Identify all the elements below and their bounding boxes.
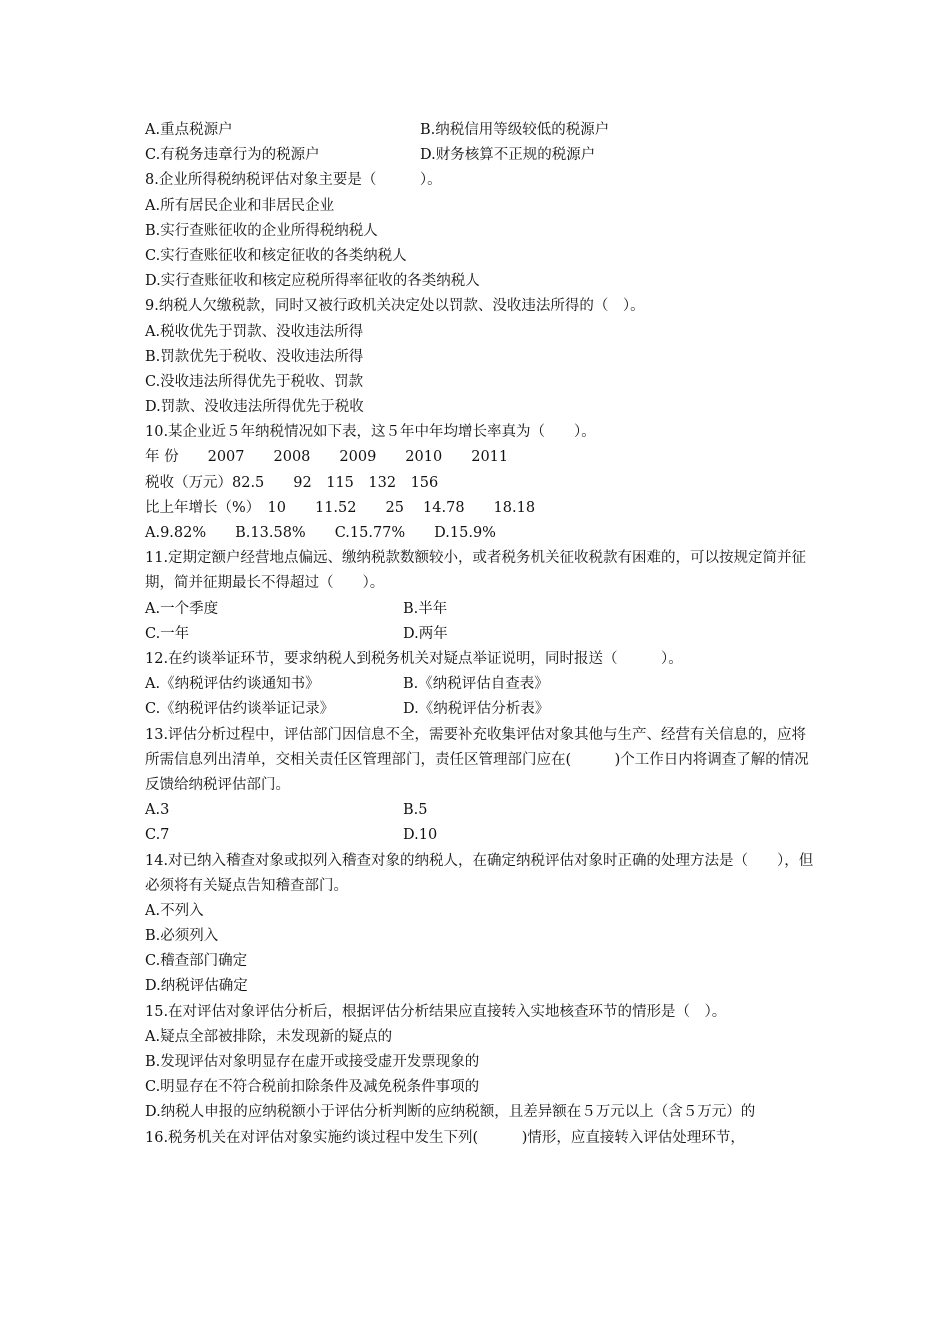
option-b: B.《纳税评估自查表》 xyxy=(403,676,549,693)
options-row xyxy=(145,672,815,697)
table-row-growth: 比上年增长（%） 10 11.52 25 14.78 18.18 xyxy=(145,499,536,516)
question-9: 9.纳税人欠缴税款，同时又被行政机关决定处以罚款、没收违法所得的（ ）。 xyxy=(145,298,645,315)
options-row xyxy=(145,597,815,622)
question-8: 8.企业所得税纳税评估对象主要是（ ）。 xyxy=(145,172,442,189)
table-row-years: 年 份 2007 2008 2009 2010 2011 xyxy=(145,449,509,466)
option-d: D.实行查账征收和核定应税所得率征收的各类纳税人 xyxy=(145,273,480,290)
option-a: A.《纳税评估约谈通知书》 xyxy=(145,676,320,693)
options-row xyxy=(145,118,815,143)
option-b: B.纳税信用等级较低的税源户 xyxy=(420,122,610,138)
question-11: 11.定期定额户经营地点偏远、缴纳税款数额较小，或者税务机关征收税款有困难的，可以按规定简并征期，简并征期最长不得超过（ ）。 xyxy=(145,550,807,592)
option-b: B.发现评估对象明显存在虚开或接受虚开发票现象的 xyxy=(145,1054,480,1071)
question-10: 10.某企业近５年纳税情况如下表，这５年中年均增长率真为（ ）。 xyxy=(145,424,596,441)
option-a: A.疑点全部被排除，未发现新的疑点的 xyxy=(145,1028,393,1045)
question-16: 16.税务机关在对评估对象实施约谈过程中发生下列( )情形，应直接转入评估处理环节， xyxy=(145,1129,745,1146)
option-c: C.7 xyxy=(145,827,170,844)
option-c: C.实行查账征收和核定征收的各类纳税人 xyxy=(145,247,407,264)
option-c: C.明显存在不符合税前扣除条件及减免税条件事项的 xyxy=(145,1079,480,1096)
option-c: C.稽查部门确定 xyxy=(145,953,248,970)
option-b: B.5 xyxy=(403,802,428,819)
option-b: B.必须列入 xyxy=(145,928,219,945)
document-page xyxy=(145,118,815,1151)
option-b: B.实行查账征收的企业所得税纳税人 xyxy=(145,222,378,239)
option-d: D.10 xyxy=(403,827,438,844)
option-d: D.《纳税评估分析表》 xyxy=(403,701,550,718)
option-b: B.半年 xyxy=(403,600,448,617)
options-row xyxy=(145,622,815,647)
options-row xyxy=(145,697,815,722)
options-inline: A.9.82% B.13.58% C.15.77% D.15.9% xyxy=(145,525,496,541)
option-a: A.重点税源户 xyxy=(145,122,233,138)
question-12: 12.在约谈举证环节，要求纳税人到税务机关对疑点举证说明，同时报送（ ）。 xyxy=(145,650,683,667)
option-a: A.不列入 xyxy=(145,902,204,919)
table-row-tax: 税收（万元）82.5 92 115 132 156 xyxy=(145,474,439,491)
option-d: D.纳税评估确定 xyxy=(145,978,248,995)
option-d: D.纳税人申报的应纳税额小于评估分析判断的应纳税额，且差异额在５万元以上（含５万元）的 xyxy=(145,1104,756,1121)
option-d: D.两年 xyxy=(403,625,448,642)
options-row xyxy=(145,823,815,848)
question-15: 15.在对评估对象评估分析后，根据评估分析结果应直接转入实地核查环节的情形是（ ）。 xyxy=(145,1003,727,1020)
option-c: C.有税务违章行为的税源户 xyxy=(145,147,320,164)
option-c: C.《纳税评估约谈举证记录》 xyxy=(145,701,335,718)
option-c: C.一年 xyxy=(145,625,190,642)
question-14: 14.对已纳入稽查对象或拟列入稽查对象的纳税人，在确定纳税评估对象时正确的处理方法是（ ），但必须将有关疑点告知稽查部门。 xyxy=(145,852,814,894)
option-d: D.财务核算不正规的税源户 xyxy=(420,147,596,164)
option-d: D.罚款、没收违法所得优先于税收 xyxy=(145,399,364,416)
option-a: A.税收优先于罚款、没收违法所得 xyxy=(145,323,364,340)
options-row xyxy=(145,143,815,168)
option-a: A.3 xyxy=(145,802,170,819)
option-c: C.没收违法所得优先于税收、罚款 xyxy=(145,373,364,390)
option-a: A.所有居民企业和非居民企业 xyxy=(145,197,335,214)
option-a: A.一个季度 xyxy=(145,600,219,617)
options-row xyxy=(145,798,815,823)
question-13: 13.评估分析过程中，评估部门因信息不全，需要补充收集评估对象其他与生产、经营有关信息的，应将所需信息列出清单，交相关责任区管理部门，责任区管理部门应在( )个工作日内将调查了解的情况反馈给纳税评估部门。 xyxy=(145,726,809,793)
option-b: B.罚款优先于税收、没收违法所得 xyxy=(145,348,364,365)
